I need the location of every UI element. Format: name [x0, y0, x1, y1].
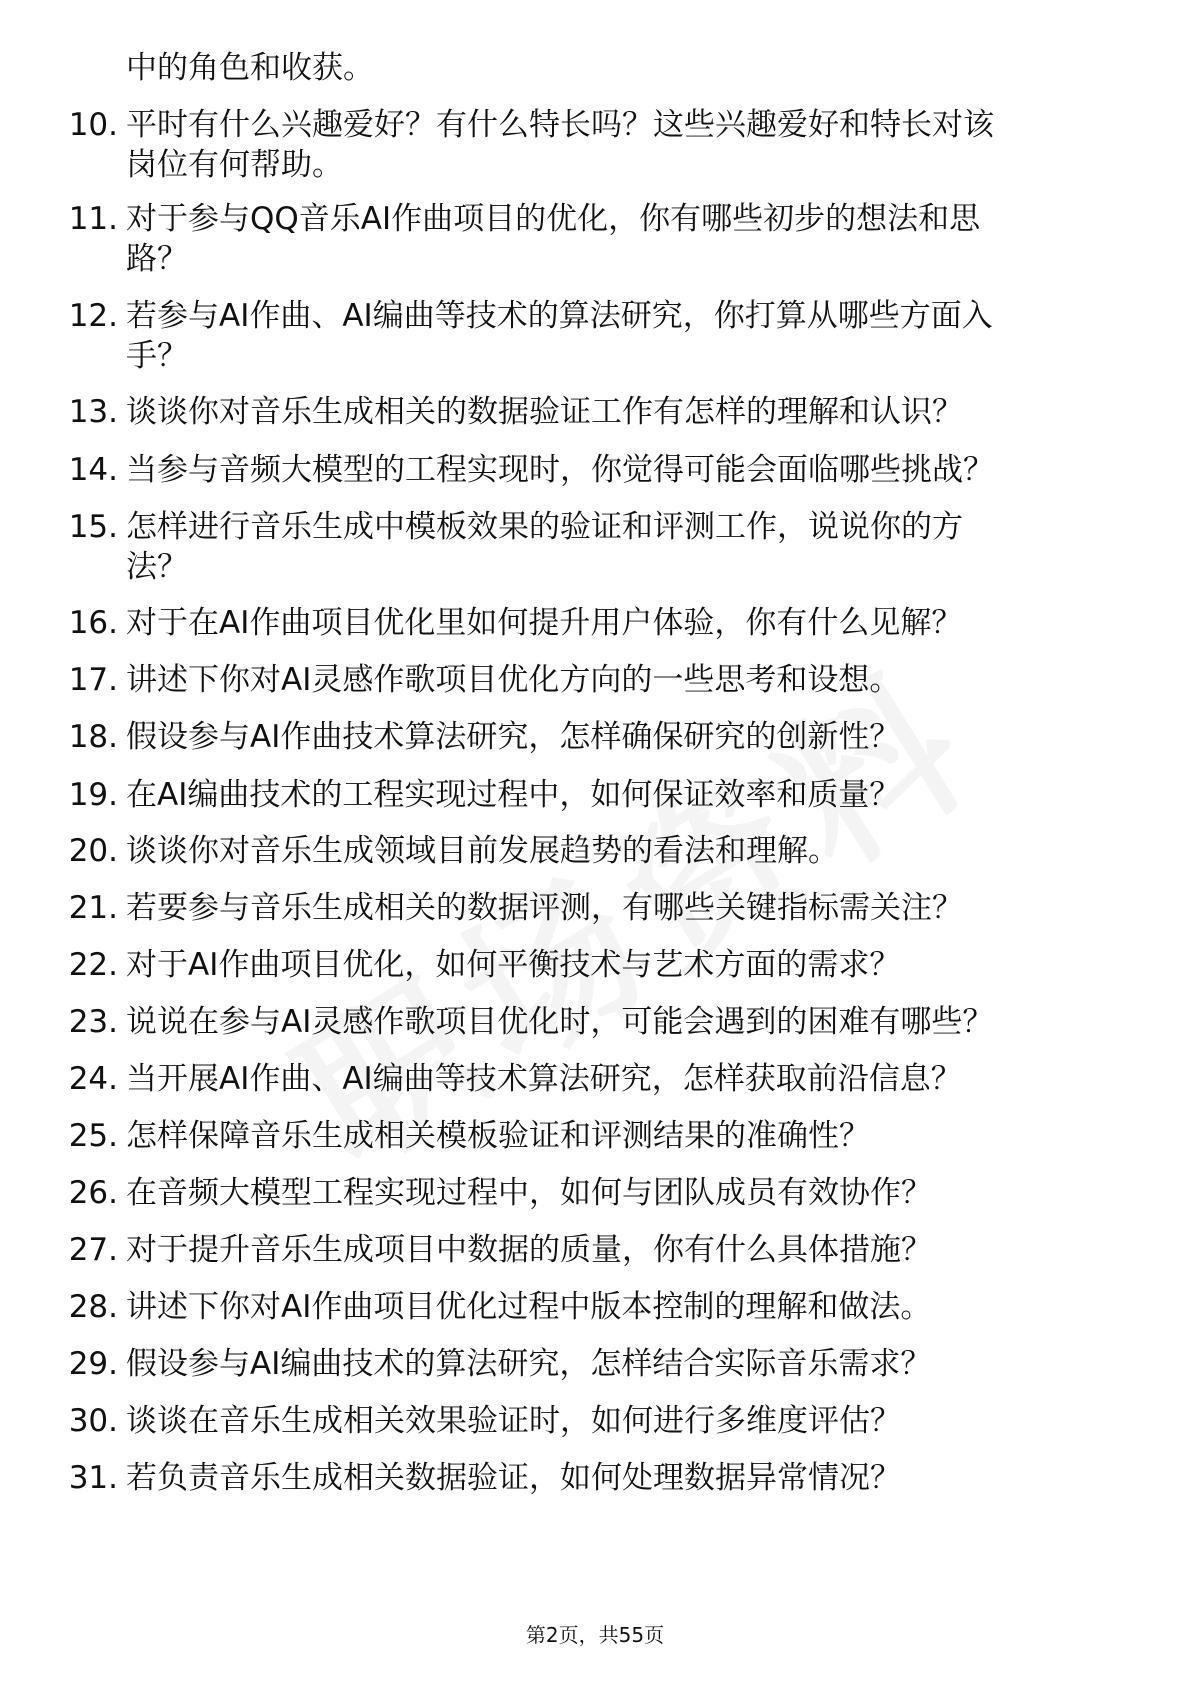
question-text: 假设参与AI编曲技术的算法研究，怎样结合实际音乐需求？ — [126, 1346, 932, 1382]
question-number: 10. — [68, 107, 118, 143]
question-number: 29. — [68, 1346, 118, 1382]
question-number: 21. — [68, 890, 118, 926]
question-text-continued: 岗位有何帮助。 — [126, 147, 343, 183]
question-text: 对于参与QQ音乐AI作曲项目的优化，你有哪些初步的想法和思 — [126, 201, 981, 237]
question-number: 16. — [68, 605, 118, 641]
question-text: 谈谈你对音乐生成相关的数据验证工作有怎样的理解和认识？ — [126, 394, 963, 430]
question-text: 在AI编曲技术的工程实现过程中，如何保证效率和质量？ — [126, 777, 901, 813]
question-number: 28. — [68, 1289, 118, 1325]
question-number: 12. — [68, 298, 118, 334]
question-number: 19. — [68, 777, 118, 813]
question-number: 15. — [68, 509, 118, 545]
question-text: 若负责音乐生成相关数据验证，如何处理数据异常情况？ — [126, 1460, 901, 1496]
question-number: 25. — [68, 1118, 118, 1154]
question-number: 14. — [68, 452, 118, 488]
question-text-continued: 法？ — [126, 549, 188, 585]
question-number: 20. — [68, 833, 118, 869]
question-text: 说说在参与AI灵感作歌项目优化时，可能会遇到的困难有哪些？ — [126, 1004, 994, 1040]
question-number: 31. — [68, 1460, 118, 1496]
question-number: 24. — [68, 1061, 118, 1097]
question-text-continued: 路？ — [126, 241, 188, 277]
question-text-continued: 手？ — [126, 338, 188, 374]
question-text: 怎样保障音乐生成相关模板验证和评测结果的准确性？ — [126, 1118, 870, 1154]
question-text: 对于AI作曲项目优化，如何平衡技术与艺术方面的需求？ — [126, 947, 901, 983]
question-number: 27. — [68, 1232, 118, 1268]
question-number: 23. — [68, 1004, 118, 1040]
question-text: 当开展AI作曲、AI编曲等技术算法研究，怎样获取前沿信息？ — [126, 1061, 962, 1097]
question-text: 讲述下你对AI灵感作歌项目优化方向的一些思考和设想。 — [126, 662, 901, 698]
question-number: 13. — [68, 394, 118, 430]
question-text: 假设参与AI作曲技术算法研究，怎样确保研究的创新性？ — [126, 719, 901, 755]
question-number: 26. — [68, 1175, 118, 1211]
question-number: 22. — [68, 947, 118, 983]
question-text: 谈谈在音乐生成相关效果验证时，如何进行多维度评估？ — [126, 1403, 901, 1439]
question-number: 18. — [68, 719, 118, 755]
question-text: 若参与AI作曲、AI编曲等技术的算法研究，你打算从哪些方面入 — [126, 298, 993, 334]
question-text: 谈谈你对音乐生成领域目前发展趋势的看法和理解。 — [126, 833, 839, 869]
question-text: 若要参与音乐生成相关的数据评测，有哪些关键指标需关注？ — [126, 890, 963, 926]
question-text: 当参与音频大模型的工程实现时，你觉得可能会面临哪些挑战？ — [126, 452, 994, 488]
question-text: 平时有什么兴趣爱好？有什么特长吗？这些兴趣爱好和特长对该 — [126, 107, 994, 143]
question-text: 在音频大模型工程实现过程中，如何与团队成员有效协作？ — [126, 1175, 932, 1211]
question-number: 17. — [68, 662, 118, 698]
page-number-footer: 第2页，共55页 — [525, 1623, 665, 1647]
continuation-text: 中的角色和收获。 — [126, 50, 374, 86]
question-text: 怎样进行音乐生成中模板效果的验证和评测工作，说说你的方 — [126, 509, 963, 545]
question-text: 对于提升音乐生成项目中数据的质量，你有什么具体措施？ — [126, 1232, 932, 1268]
question-number: 30. — [68, 1403, 118, 1439]
question-text: 讲述下你对AI作曲项目优化过程中版本控制的理解和做法。 — [126, 1289, 932, 1325]
question-number: 11. — [68, 201, 118, 237]
question-text: 对于在AI作曲项目优化里如何提升用户体验，你有什么见解？ — [126, 605, 963, 641]
